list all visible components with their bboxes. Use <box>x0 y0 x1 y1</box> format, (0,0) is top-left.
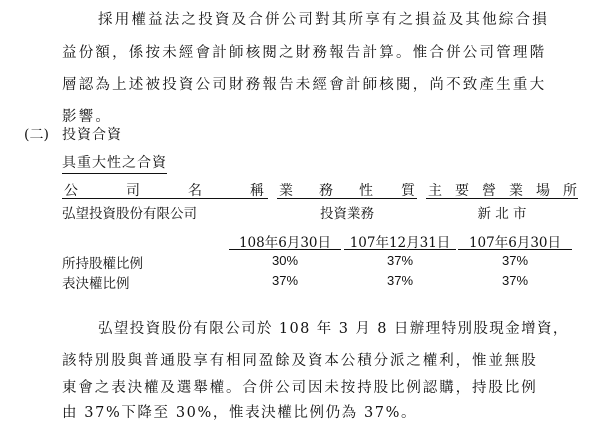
date-header-1: 108年6月30日 <box>238 235 332 251</box>
section-title: 投資合資 <box>62 127 122 143</box>
intro-line-4: 影響。 <box>62 109 113 125</box>
closing-line-4: 由 37%下降至 30%，惟表決權比例仍為 37%。 <box>62 405 418 421</box>
header-location-char-6: 所 <box>563 183 577 199</box>
header-rule-location <box>426 198 578 199</box>
header-rule-company <box>62 198 268 199</box>
header-company-char-4: 稱 <box>250 183 264 199</box>
value-cell: 37% <box>386 273 414 288</box>
header-company-char-3: 名 <box>188 183 202 199</box>
value-cell: 37% <box>501 273 529 288</box>
date-rule-2 <box>344 249 456 250</box>
header-business-char-2: 務 <box>319 183 333 199</box>
section-number: (二) <box>24 127 49 143</box>
closing-line-1: 弘望投資股份有限公司於 108 年 3 月 8 日辦理特別股現金增資， <box>98 321 569 337</box>
business-cell: 投資業務 <box>320 206 374 222</box>
row-label: 所持股權比例 <box>62 256 143 272</box>
header-location-char-4: 業 <box>509 183 523 199</box>
date-header-2: 107年12月31日 <box>349 235 451 251</box>
header-rule-business <box>277 198 417 199</box>
value-cell: 37% <box>271 273 299 288</box>
header-company-char-1: 公 <box>64 183 78 199</box>
date-header-3: 107年6月30日 <box>468 235 562 251</box>
subheading: 具重大性之合資 <box>62 152 167 174</box>
header-location-char-3: 營 <box>482 183 496 199</box>
header-location-char-1: 主 <box>428 183 442 199</box>
value-cell: 37% <box>501 253 529 268</box>
intro-line-2: 益份額，係按未經會計師核閱之財務報告計算。惟合併公司管理階 <box>62 45 547 61</box>
closing-line-3: 東會之表決權及選舉權。合併公司因未按持股比例認購，持股比例 <box>62 380 538 396</box>
header-business-char-3: 性 <box>359 183 373 199</box>
company-name-cell: 弘望投資股份有限公司 <box>62 206 197 222</box>
header-location-char-5: 場 <box>536 183 550 199</box>
location-cell: 新 北 市 <box>477 206 527 222</box>
header-location-char-2: 要 <box>455 183 469 199</box>
date-rule-3 <box>458 249 572 250</box>
value-cell: 37% <box>386 253 414 268</box>
header-business-char-4: 質 <box>401 183 415 199</box>
header-business-char-1: 業 <box>279 183 293 199</box>
intro-line-3: 層認為上述被投資公司財務報告未經會計師核閱，尚不致產生重大 <box>62 77 547 93</box>
row-label: 表決權比例 <box>62 276 130 292</box>
closing-line-2: 該特別股與普通股享有相同盈餘及資本公積分派之權利，惟並無股 <box>62 353 538 369</box>
header-company-char-2: 司 <box>126 183 140 199</box>
date-rule-1 <box>229 249 341 250</box>
intro-line-1: 採用權益法之投資及合併公司對其所享有之損益及其他綜合損 <box>98 12 549 28</box>
value-cell: 30% <box>271 253 299 268</box>
